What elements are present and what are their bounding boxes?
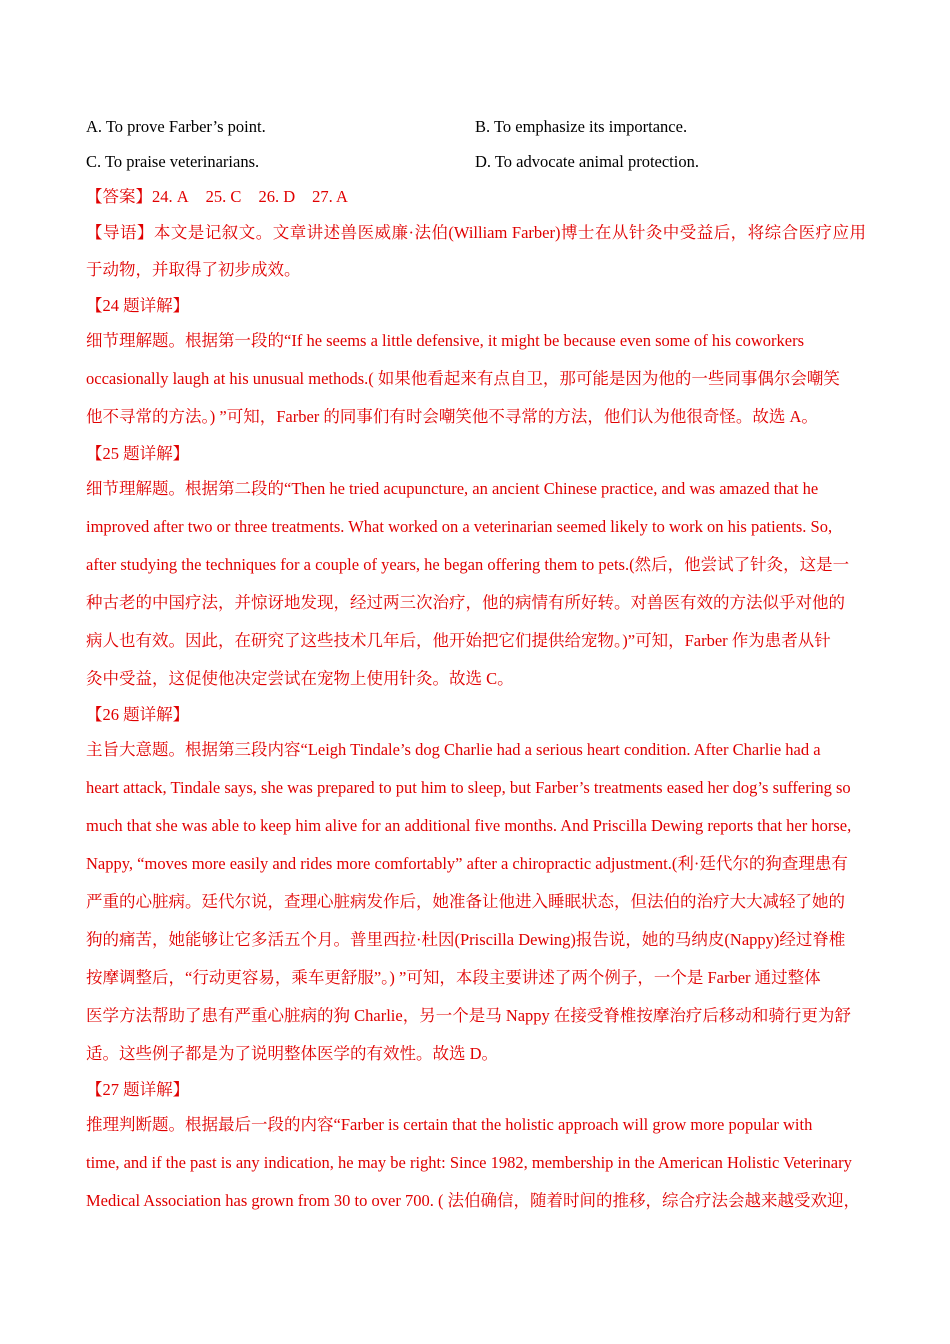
q26-line: 适。这些例子都是为了说明整体医学的有效性。故选 D。 [86,1044,499,1063]
q24-heading: 【24 题详解】 [86,296,190,315]
option-d: D. To advocate animal protection. [475,152,699,171]
answer-item: 25. C [205,187,242,206]
q25-line: 种古老的中国疗法，并惊讶地发现，经过两三次治疗，他的病情有所好转。对兽医有效的方法似乎对他的 [86,593,845,612]
answer-item: 27. A [312,187,348,206]
answer-line [86,184,866,210]
q27-line: Medical Association has grown from 30 to over 700. ( 法伯确信，随着时间的推移，综合疗法会越来越受欢迎， [86,1191,861,1210]
intro-label: 【导语】 [86,223,154,242]
option-a: A. To prove Farber’s point. [86,117,266,136]
q27-heading: 【27 题详解】 [86,1080,190,1099]
options-row-1 [86,115,866,139]
q26-line: Nappy, “moves more easily and rides more comfortably” after a chiropractic adjustment.(利·廷代尔的狗查理患有 [86,854,848,873]
q24-line: 他不寻常的方法。) ”可知，Farber 的同事们有时会嘲笑他不寻常的方法，他们认为他很奇怪。故选 A。 [86,407,818,426]
q26-line: 严重的心脏病。廷代尔说，查理心脏病发作后，她准备让他进入睡眠状态，但法伯的治疗大大减轻了她的 [86,892,845,911]
q24-line: occasionally laugh at his unusual methods.( 如果他看起来有点自卫，那可能是因为他的一些同事偶尔会嘲笑 [86,369,840,388]
answer-label: 【答案】 [86,187,152,206]
answer-item: 24. A [152,187,189,206]
intro-text: 本文是记叙文。文章讲述兽医威廉·法伯(William Farber)博士在从针灸中受益后，将综合医疗应用 [153,223,866,242]
options-row-2 [86,150,866,174]
q26-line: heart attack, Tindale says, she was prepared to put him to sleep, but Farber’s treatments eased her dog’s suffering so [86,778,851,797]
q26-heading: 【26 题详解】 [86,705,190,724]
answer-item: 26. D [258,187,296,206]
q26-line: 医学方法帮助了患有严重心脏病的狗 Charlie，另一个是马 Nappy 在接受脊椎按摩治疗后移动和骑行更为舒 [86,1006,851,1025]
q27-line: time, and if the past is any indication, he may be right: Since 1982, membership in the American Holistic Veterinary [86,1153,852,1172]
q26-line: 主旨大意题。根据第三段内容“Leigh Tindale’s dog Charlie had a serious heart condition. After Charlie had a [86,740,821,759]
q25-line: after studying the techniques for a couple of years, he began offering them to pets.(然后，他尝试了针灸，这是一 [86,555,850,574]
q26-line: 按摩调整后，“行动更容易，乘车更舒服”。) ”可知，本段主要讲述了两个例子，一个是 Farber 通过整体 [86,968,821,987]
q26-line: 狗的痛苦，她能够让它多活五个月。普里西拉·杜因(Priscilla Dewing)报告说，她的马纳皮(Nappy)经过脊椎 [86,930,846,949]
q25-line: 灸中受益，这促使他决定尝试在宠物上使用针灸。故选 C。 [86,669,514,688]
q26-line: much that she was able to keep him alive for an additional five months. And Priscilla Dewing reports that her horse, [86,816,852,835]
q24-line: 细节理解题。根据第一段的“If he seems a little defensive, it might be because even some of his coworkers [86,331,805,350]
q25-line: 细节理解题。根据第二段的“Then he tried acupuncture, an ancient Chinese practice, and was amazed that he [86,479,819,498]
option-b: B. To emphasize its importance. [475,117,688,136]
q25-line: improved after two or three treatments. What worked on a veterinarian seemed likely to work on his patients. So, [86,517,833,536]
option-c: C. To praise veterinarians. [86,152,260,171]
intro-line [86,220,866,246]
q27-line: 推理判断题。根据最后一段的内容“Farber is certain that the holistic approach will grow more popular with [86,1115,813,1134]
q25-heading: 【25 题详解】 [86,444,190,463]
q25-line: 病人也有效。因此，在研究了这些技术几年后，他开始把它们提供给宠物。)”可知，Farber 作为患者从针 [86,631,831,650]
intro-line: 于动物，并取得了初步成效。 [86,260,301,279]
